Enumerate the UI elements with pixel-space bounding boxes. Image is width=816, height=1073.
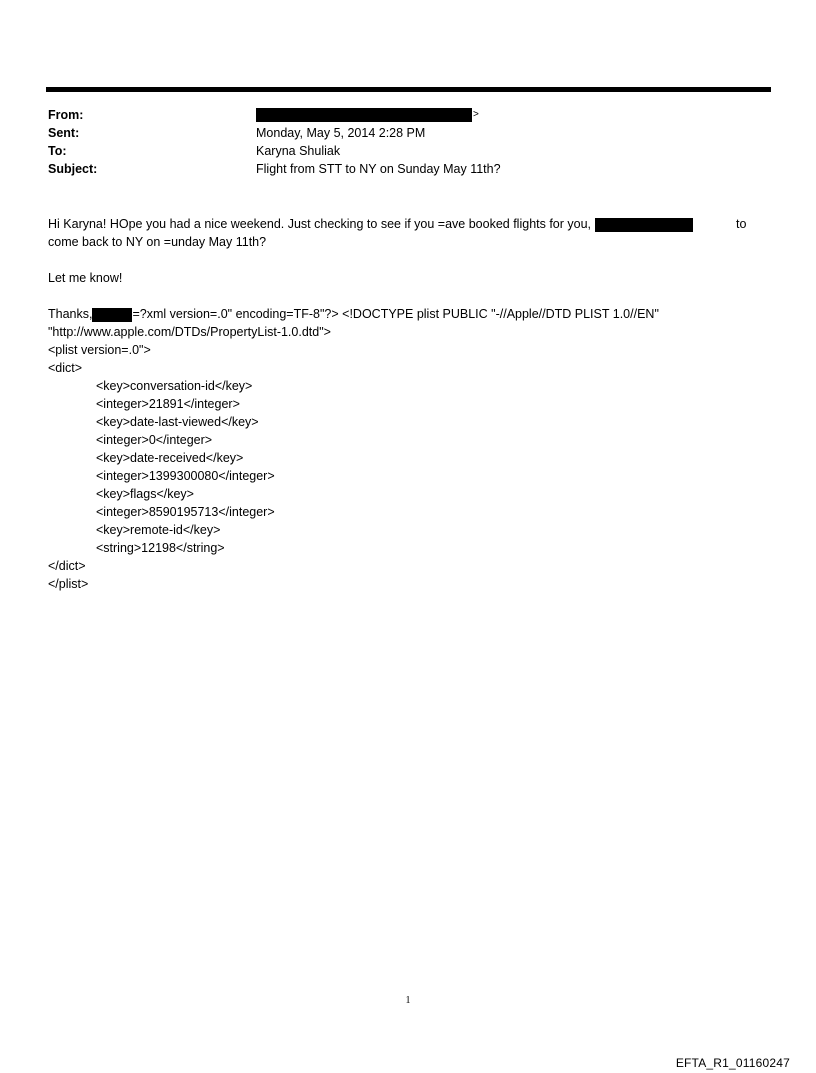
dict-line: <key>remote-id</key>: [96, 523, 221, 537]
thanks-prefix: Thanks,: [48, 307, 93, 321]
dict-line: <key>flags</key>: [96, 487, 194, 501]
from-label: From:: [48, 108, 84, 122]
header-divider: [46, 87, 771, 92]
subject-label: Subject:: [48, 162, 98, 176]
body-line-1-text: Hi Karyna! HOpe you had a nice weekend. Just checking to see if you =ave booked flights for you,: [48, 217, 592, 231]
from-value: >: [473, 109, 479, 120]
body-line-1: [48, 215, 768, 233]
dtd-line: "http://www.apple.com/DTDs/PropertyList-1.0.dtd">: [48, 325, 331, 339]
subject-row: [48, 160, 768, 178]
body-line-1-tail: to: [736, 217, 747, 231]
page-number: 1: [405, 995, 411, 1006]
thanks-line: [48, 305, 768, 323]
dict-line: <key>date-received</key>: [96, 451, 244, 465]
dict-line: <key>conversation-id</key>: [96, 379, 253, 393]
dict-line: <integer>0</integer>: [96, 433, 213, 447]
dict-close: </dict>: [48, 559, 86, 573]
email-header: [48, 106, 768, 178]
dict-line: <string>12198</string>: [96, 541, 225, 555]
to-value: Karyna Shuliak: [256, 144, 341, 158]
signature-redaction: [92, 308, 132, 322]
subject-value: Flight from STT to NY on Sunday May 11th?: [256, 162, 501, 176]
names-redaction: [595, 218, 693, 232]
dict-line: <integer>8590195713</integer>: [96, 505, 275, 519]
body-line-3: Let me know!: [48, 271, 123, 285]
thanks-rest: =?xml version=.0" encoding=TF-8"?> <!DOCTYPE plist PUBLIC "-//Apple//DTD PLIST 1.0//EN": [132, 307, 659, 321]
plist-close: </plist>: [48, 577, 89, 591]
sent-label: Sent:: [48, 126, 80, 140]
sent-row: [48, 124, 768, 142]
dict-line: <key>date-last-viewed</key>: [96, 415, 259, 429]
to-row: [48, 142, 768, 160]
plist-open: <plist version=.0">: [48, 343, 151, 357]
from-redaction: [256, 108, 472, 122]
dict-line: <integer>21891</integer>: [96, 397, 240, 411]
body-line-2: come back to NY on =unday May 11th?: [48, 235, 267, 249]
email-body: [48, 215, 768, 593]
document-id: EFTA_R1_01160247: [675, 1056, 790, 1070]
to-label: To:: [48, 144, 67, 158]
dict-line: <integer>1399300080</integer>: [96, 469, 275, 483]
from-row: [48, 106, 768, 124]
sent-value: Monday, May 5, 2014 2:28 PM: [256, 126, 426, 140]
dict-open: <dict>: [48, 361, 83, 375]
